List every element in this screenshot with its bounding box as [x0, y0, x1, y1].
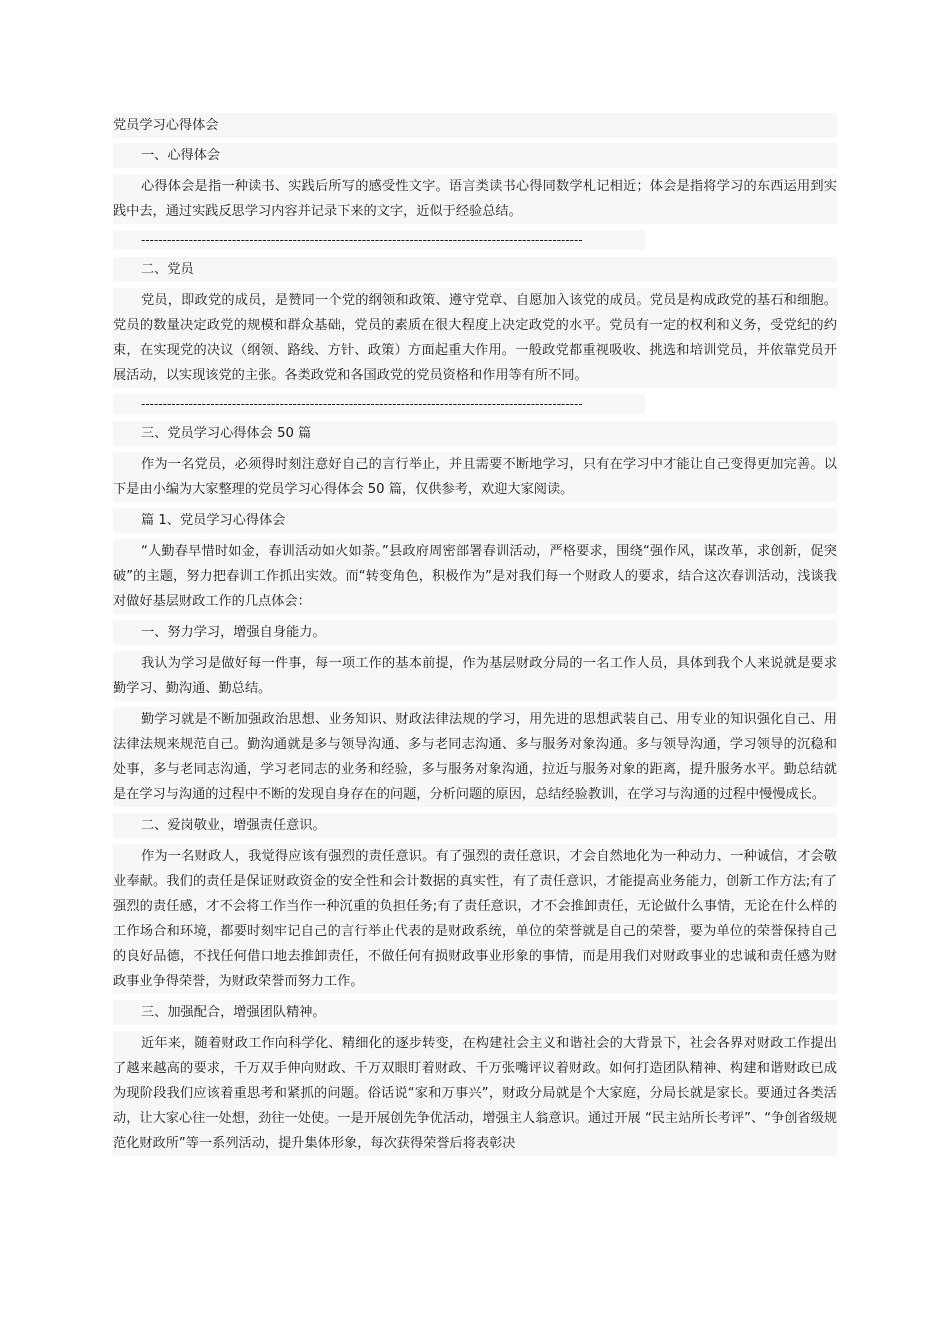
section-heading-1: 一、心得体会	[113, 143, 837, 168]
article-heading: 篇 1、党员学习心得体会	[113, 508, 837, 533]
section-body-1: 心得体会是指一种读书、实践后所写的感受性文字。语言类读书心得同数学札记相近；体会是指将学习的东西运用到实践中去，通过实践反思学习内容并记录下来的文字，近似于经验总结。	[113, 174, 837, 224]
article-intro: “人勤春早惜时如金，春训活动如火如荼。”县政府周密部署春训活动，严格要求，围绕“强作风，谋改革，求创新，促突破”的主题，努力把春训工作抓出实效。而“转变角色，积极作为”是对我们每一个财政人的要求，结合这次春训活动，浅谈我对做好基层财政工作的几点体会：	[113, 539, 837, 614]
section-body-2: 党员，即政党的成员，是赞同一个党的纲领和政策、遵守党章、自愿加入该党的成员。党员是构成政党的基石和细胞。党员的数量决定政党的规模和群众基础，党员的素质在很大程度上决定政党的水平。党员有一定的权利和义务，受党纪的约束，在实现党的决议（纲领、路线、方针、政策）方面起重大作用。一般政党都重视吸收、挑选和培训党员，并依靠党员开展活动，以实现该党的主张。各类政党和各国政党的党员资格和作用等有所不同。	[113, 288, 837, 388]
divider-line-1: ------------------------------------------------------------------------------------------------------	[113, 230, 645, 250]
section-heading-3: 三、党员学习心得体会 50 篇	[113, 421, 837, 446]
point-heading-3: 三、加强配合，增强团队精神。	[113, 1000, 837, 1025]
document-title: 党员学习心得体会	[113, 113, 837, 138]
point-heading-1: 一、努力学习，增强自身能力。	[113, 620, 837, 645]
point-paragraph-1b: 勤学习就是不断加强政治思想、业务知识、财政法律法规的学习，用先进的思想武装自己、用专业的知识强化自己、用法律法规来规范自己。勤沟通就是多与领导沟通、多与老同志沟通、多与服务对象沟通。多与领导沟通，学习领导的沉稳和处事，多与老同志沟通，学习老同志的业务和经验，多与服务对象沟通，拉近与服务对象的距离，提升服务水平。勤总结就是在学习与沟通的过程中不断的发现自身存在的问题，分析问题的原因，总结经验教训，在学习与沟通的过程中慢慢成长。	[113, 707, 837, 807]
point-paragraph-3a: 近年来，随着财政工作向科学化、精细化的逐步转变，在构建社会主义和谐社会的大背景下，社会各界对财政工作提出了越来越高的要求，千万双手伸向财政、千万双眼盯着财政、千万张嘴评议着财政。如何打造团队精神、构建和谐财政已成为现阶段我们应该着重思考和紧抓的问题。俗话说“家和万事兴”，财政分局就是个大家庭，分局长就是家长。要通过各类活动，让大家心往一处想，劲往一处使。一是开展创先争优活动，增强主人翁意识。通过开展 “民主站所长考评”、“争创省级规范化财政所”等一系列活动，提升集体形象，每次获得荣誉后将表彰决	[113, 1031, 837, 1156]
point-paragraph-2a: 作为一名财政人，我觉得应该有强烈的责任意识。有了强烈的责任意识，才会自然地化为一种动力、一种诚信，才会敬业奉献。我们的责任是保证财政资金的安全性和会计数据的真实性，有了责任意识，才能提高业务能力，创新工作方法;有了强烈的责任感，才不会将工作当作一种沉重的负担任务;有了责任意识，才不会推卸责任，无论做什么事情，无论在什么样的工作场合和环境，都要时刻牢记自己的言行举止代表的是财政系统，单位的荣誉就是自己的荣誉，要为单位的荣誉保持自己的良好品德，不找任何借口地去推卸责任，不做任何有损财政事业形象的事情，而是用我们对财政事业的忠诚和责任感为财政事业争得荣誉，为财政荣誉而努力工作。	[113, 844, 837, 994]
section-body-3: 作为一名党员，必须得时刻注意好自己的言行举止，并且需要不断地学习，只有在学习中才能让自己变得更加完善。以下是由小编为大家整理的党员学习心得体会 50 篇，仅供参考，欢迎大家阅读。	[113, 452, 837, 502]
point-heading-2: 二、爱岗敬业，增强责任意识。	[113, 813, 837, 838]
section-heading-2: 二、党员	[113, 257, 837, 282]
point-paragraph-1a: 我认为学习是做好每一件事，每一项工作的基本前提，作为基层财政分局的一名工作人员，具体到我个人来说就是要求勤学习、勤沟通、勤总结。	[113, 651, 837, 701]
divider-line-2: ------------------------------------------------------------------------------------------------------	[113, 394, 645, 414]
document-page	[113, 113, 837, 1162]
